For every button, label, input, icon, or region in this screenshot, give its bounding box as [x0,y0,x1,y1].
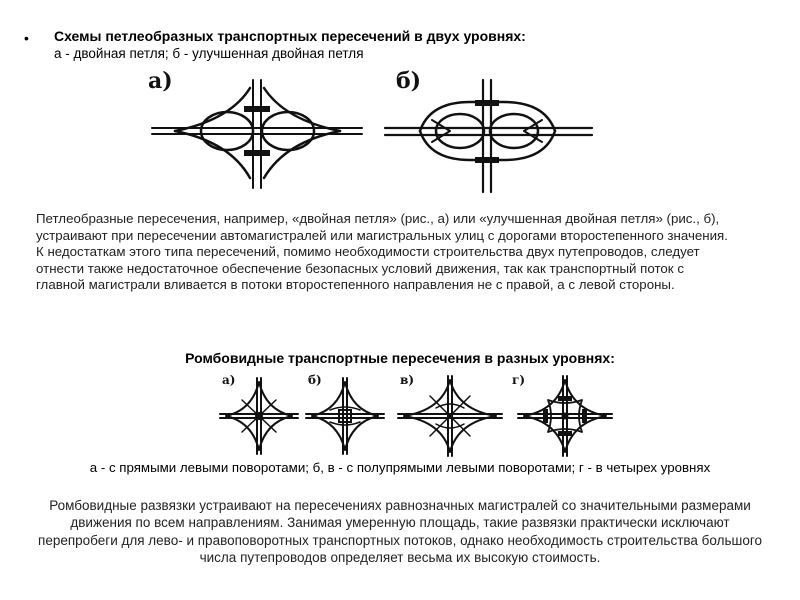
figure-diamond-c-label: в) [400,373,415,387]
figure-diamond-d-label: г) [512,373,526,387]
paragraph-diamond-description: Ромбовидные развязки устраивают на пересечениях равнозначных магистралей со значительными размерами движения по всем направлениям. Занимая умеренную площадь, такие развязки практически исключают перепробеги для лево- и правоповоротных транспортных потоков, однако необходимость строительства большого числа путепроводов определяет весьма их высокую стоимость. [38,498,762,566]
section-subtitle-loops: а - двойная петля; б - улучшенная двойная петля [54,46,364,61]
section-title-loops: Схемы петлеобразных транспортных пересечений в двух уровнях: [54,28,526,44]
figure-double-loop [148,68,362,188]
section-title-diamond: Ромбовидные транспортные пересечения в разных уровнях: [185,350,615,366]
bullet-marker: • [24,30,29,46]
figure-diamond-b [306,373,384,454]
caption-diamond-figures: а - с прямыми левыми поворотами; б, в - с полупрямыми левыми поворотами; г - в четырех уровнях [89,460,711,475]
figure-b-label: б) [396,68,422,94]
figure-improved-double-loop [385,68,592,192]
figure-a-label: а) [148,68,173,94]
paragraph-loops-description: Петлеобразные пересечения, например, «двойная петля» (рис., а) или «улучшенная двойная петля» (рис., б), устраивают при пересечении автомагистралей или магистральных улиц с дорогами второстепенного значения. К недостаткам этого типа пересечений, помимо необходимости строительства двух путепроводов, следует отнести также недостаточное обеспечение безопасных условий движения, так как транспортный поток с главной магистрали вливается в потоки второстепенного направления не с правой, а с левой стороны. [36,211,728,293]
figure-diamond-c [398,373,502,456]
figure-diamond-d [512,373,612,456]
figure-diamond-a [220,373,298,454]
loop-interchange-figures [0,60,800,210]
figure-diamond-b-label: б) [308,373,322,387]
figure-diamond-a-label: а) [222,373,236,387]
diamond-interchange-figures [0,370,800,460]
